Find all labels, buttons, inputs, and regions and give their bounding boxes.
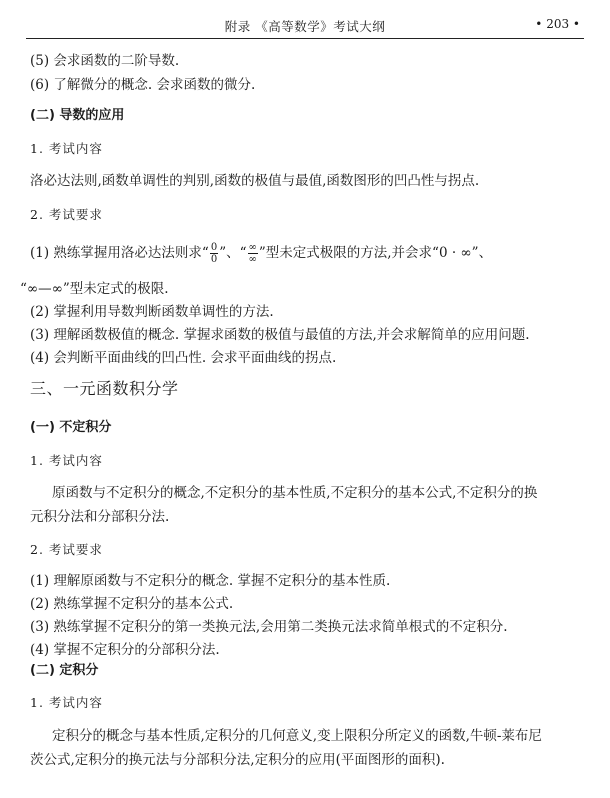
req-line-1-suffix: ”型未定式极限的方法,并会求“0 · ∞”、 (258, 245, 493, 261)
req-line-2: (2) 掌握利用导数判断函数单调性的方法. (30, 304, 274, 320)
fraction-numerator: 0 (210, 242, 218, 253)
fraction-denominator: ∞ (248, 254, 257, 265)
exam-requirements-label: 2. 考试要求 (30, 207, 103, 222)
page-number: • 203 • (535, 17, 580, 31)
subsection-heading-definite-integral: (二) 定积分 (30, 663, 99, 678)
req-line-1 (30, 237, 492, 269)
exam-content-text: 原函数与不定积分的概念,不定积分的基本性质,不定积分的基本公式,不定积分的换 (52, 485, 538, 501)
subsection-heading-derivative-applications: (二) 导数的应用 (30, 108, 125, 123)
exam-content-label: 1. 考试内容 (30, 141, 103, 156)
header-title: 附录 《高等数学》考试大纲 (224, 19, 386, 34)
exam-content-text-continued: 元积分法和分部积分法. (30, 509, 170, 525)
page-header (26, 8, 584, 39)
subsection-heading-indefinite-integral: (一) 不定积分 (30, 420, 112, 435)
exam-requirements-label: 2. 考试要求 (30, 542, 103, 557)
exam-content-text: 定积分的概念与基本性质,定积分的几何意义,变上限积分所定义的函数,牛顿-莱布尼 (52, 728, 542, 744)
exam-content-label: 1. 考试内容 (30, 453, 103, 468)
req-line-6: (6) 了解微分的概念. 会求函数的微分. (30, 77, 256, 93)
exam-content-text-continued: 茨公式,定积分的换元法与分部积分法,定积分的应用(平面图形的面积). (30, 752, 445, 768)
fraction-numerator: ∞ (248, 242, 257, 253)
req-line-1-prefix: (1) 熟练掌握用洛必达法则求“ (30, 245, 209, 261)
req-line-4: (4) 会判断平面曲线的凹凸性. 会求平面曲线的拐点. (30, 350, 337, 366)
zero-over-zero-fraction (210, 242, 218, 265)
integral-req-line-4: (4) 掌握不定积分的分部积分法. (30, 642, 220, 658)
integral-req-line-1: (1) 理解原函数与不定积分的概念. 掌握不定积分的基本性质. (30, 573, 391, 589)
fraction-denominator: 0 (210, 254, 218, 265)
integral-req-line-3: (3) 熟练掌握不定积分的第一类换元法,会用第二类换元法求简单根式的不定积分. (30, 619, 508, 635)
req-line-3: (3) 理解函数极值的概念. 掌握求函数的极值与最值的方法,并会求解简单的应用问题. (30, 327, 530, 343)
exam-content-label: 1. 考试内容 (30, 695, 103, 710)
req-line-1-continued: “∞—∞”型未定式的极限. (20, 281, 169, 297)
inf-over-inf-fraction (248, 242, 258, 265)
req-line-1-mid: ”、“ (219, 245, 247, 261)
exam-content-text: 洛必达法则,函数单调性的判别,函数的极值与最值,函数图形的凹凸性与拐点. (30, 173, 480, 189)
integral-req-line-2: (2) 熟练掌握不定积分的基本公式. (30, 596, 234, 612)
section-heading-integral-calculus: 三、一元函数积分学 (30, 379, 179, 398)
req-line-5: (5) 会求函数的二阶导数. (30, 53, 180, 69)
